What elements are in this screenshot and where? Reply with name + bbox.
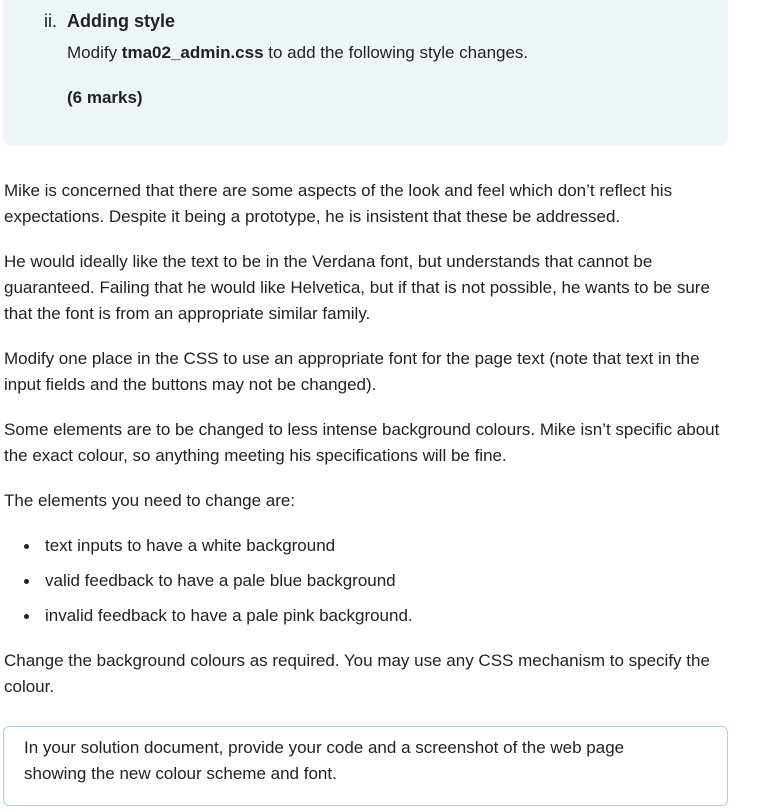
bullet-icon — [24, 579, 29, 584]
paragraph-closing: Change the background colours as required. You may use any CSS mechanism to specify the colour. — [4, 651, 710, 696]
solution-text: In your solution document, provide your code and a screenshot of the web page showing the new colour scheme and font. — [24, 738, 625, 783]
list-item — [45, 533, 734, 559]
list-item — [45, 603, 734, 629]
task-desc-pre: Modify — [67, 43, 122, 62]
instructions-body — [4, 178, 734, 719]
list-item — [45, 568, 734, 594]
paragraph: Some elements are to be changed to less intense background colours. Mike isn’t specific about the exact colour, so anything meeting his specifications will be fine. — [4, 420, 720, 465]
task-marks: (6 marks) — [67, 88, 143, 107]
elements-list — [4, 533, 734, 629]
bullet-icon — [24, 614, 29, 619]
task-desc-file: tma02_admin.css — [121, 43, 264, 62]
list-item-text: valid feedback to have a pale blue background — [45, 571, 396, 590]
bullet-icon — [24, 544, 29, 549]
paragraph: The elements you need to change are: — [4, 491, 296, 510]
task-title: Adding style — [67, 11, 176, 31]
task-number: ii. — [44, 11, 57, 31]
paragraph: Modify one place in the CSS to use an appropriate font for the page text (note that text in the input fields and the buttons may not be changed). — [4, 349, 700, 394]
list-item-text: text inputs to have a white background — [45, 536, 336, 555]
paragraph: Mike is concerned that there are some aspects of the look and feel which don’t reflect his expectations. Despite it being a prototype, he is insistent that these be addressed. — [4, 181, 673, 226]
list-item-text: invalid feedback to have a pale pink background. — [45, 606, 413, 625]
solution-box — [3, 726, 728, 806]
task-heading — [44, 10, 175, 32]
paragraph: He would ideally like the text to be in the Verdana font, but understands that cannot be guaranteed. Failing that he would like Helvetica, but if that is not possible, he wants to be sure that the font is from an appropriate similar family. — [4, 252, 710, 323]
task-box — [3, 0, 728, 146]
task-description — [67, 42, 528, 64]
task-desc-post: to add the following style changes. — [263, 43, 529, 62]
